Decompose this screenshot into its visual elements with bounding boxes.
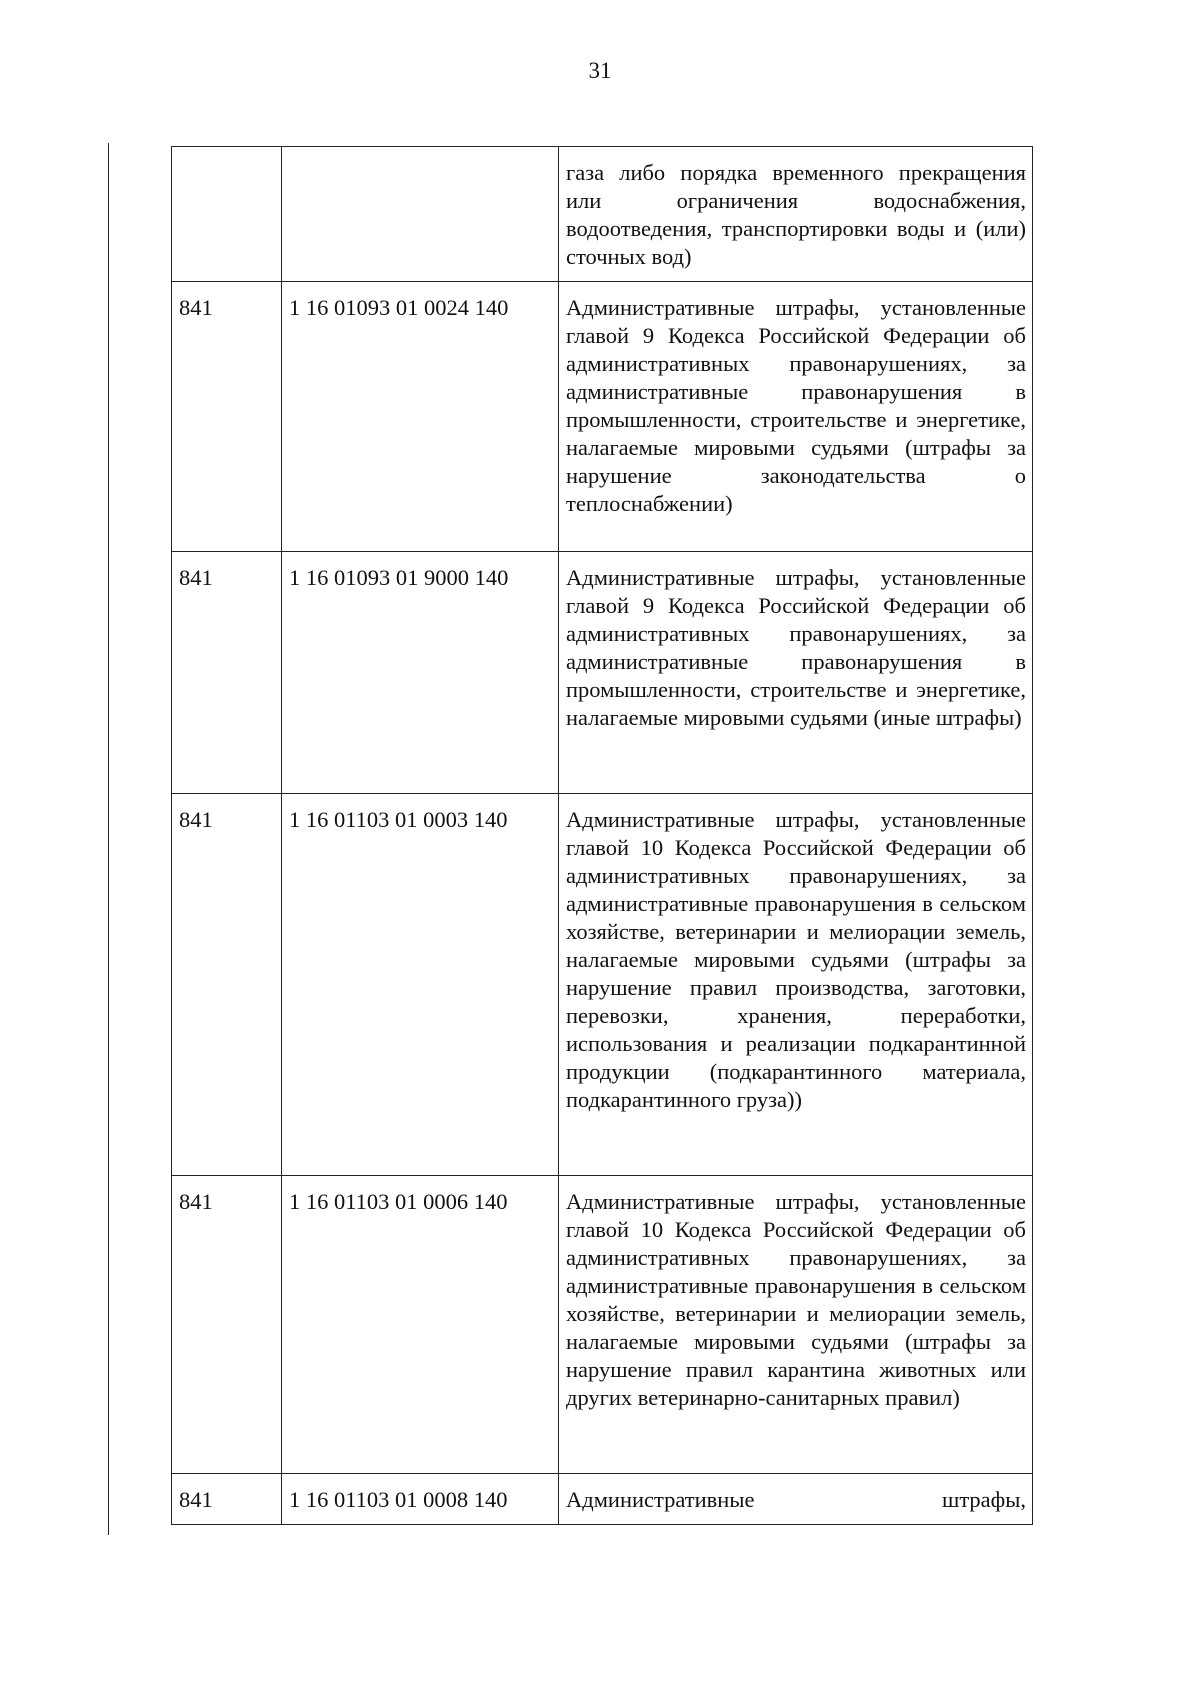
admin-code-cell: 841 [172, 552, 282, 794]
table-row [172, 282, 1033, 552]
description-cell: газа либо порядка временного прекращения или ограничения водоснабжения, водоотведения, транспортировки воды и (или) сточных вод) [559, 147, 1033, 282]
table-row [172, 1474, 1033, 1525]
table-row [172, 794, 1033, 1176]
budget-code-cell: 1 16 01093 01 0024 140 [282, 282, 559, 552]
budget-code-cell: 1 16 01103 01 0006 140 [282, 1176, 559, 1474]
description-cell: Административные штрафы, установленные главой 10 Кодекса Российской Федерации об административных правонарушениях, за административные правонарушения в сельском хозяйстве, ветеринарии и мелиорации земель, налагаемые мировыми судьями (штрафы за нарушение правил производства, заготовки, перевозки, хранения, переработки, использования и реализации подкарантинной продукции (подкарантинного материала, подкарантинного груза)) [559, 794, 1033, 1176]
description-cell: Административные штрафы, установленные главой 9 Кодекса Российской Федерации об административных правонарушениях, за административные правонарушения в промышленности, строительстве и энергетике, налагаемые мировыми судьями (иные штрафы) [559, 552, 1033, 794]
margin-line [108, 143, 109, 1535]
description-cell: Административные штрафы, установленные главой 10 Кодекса Российской Федерации об административных правонарушениях, за административные правонарушения в сельском хозяйстве, ветеринарии и мелиорации земель, налагаемые мировыми судьями (штрафы за нарушение правил карантина животных или других ветеринарно-санитарных правил) [559, 1176, 1033, 1474]
admin-code-cell [172, 147, 282, 282]
budget-code-cell [282, 147, 559, 282]
table-row [172, 147, 1033, 282]
table-row [172, 1176, 1033, 1474]
admin-code-cell: 841 [172, 1474, 282, 1525]
budget-code-cell: 1 16 01103 01 0008 140 [282, 1474, 559, 1525]
admin-code-cell: 841 [172, 794, 282, 1176]
admin-code-cell: 841 [172, 1176, 282, 1474]
admin-code-cell: 841 [172, 282, 282, 552]
budget-codes-table [171, 146, 1033, 1525]
budget-code-cell: 1 16 01103 01 0003 140 [282, 794, 559, 1176]
description-cell: Административные штрафы, [559, 1474, 1033, 1525]
page-number: 31 [588, 58, 612, 83]
description-cell: Административные штрафы, установленные главой 9 Кодекса Российской Федерации об административных правонарушениях, за административные правонарушения в промышленности, строительстве и энергетике, налагаемые мировыми судьями (штрафы за нарушение законодательства о теплоснабжении) [559, 282, 1033, 552]
budget-code-cell: 1 16 01093 01 9000 140 [282, 552, 559, 794]
table-row [172, 552, 1033, 794]
